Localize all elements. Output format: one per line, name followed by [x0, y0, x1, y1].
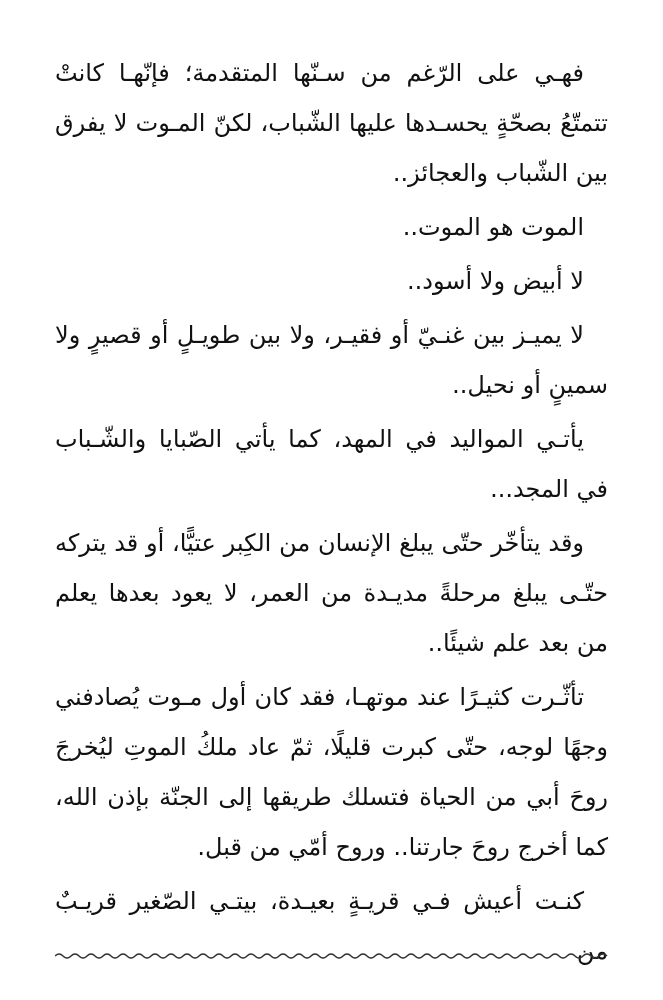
paragraph-5: يأتـي المواليد في المهد، كما يأتي الصّبايا والشّـباب في المجد...: [55, 425, 608, 503]
wavy-line: [55, 954, 607, 958]
paragraph-2: الموت هو الموت..: [402, 213, 584, 241]
paragraph-8: كنـت أعيش فـي قريـةٍ بعيـدة، بيتـي الصّغير قريـبٌ من: [55, 887, 608, 965]
page-text: [55, 48, 608, 976]
paragraph-4: لا يميـز بين غنـيّ أو فقيـر، ولا بين طويـلٍ أو قصيرٍ ولا سمينٍ أو نحيل..: [55, 321, 608, 399]
paragraph-6: وقد يتأخّر حتّى يبلغ الإنسان من الكِبر عتيًّا، أو قد يتركه حتّـى يبلغ مرحلةً مديـدة من العمر، لا يعود بعدها يعلم من بعد علم شيئًا..: [55, 529, 608, 657]
paragraph-7: تأثّـرت كثيـرًا عند موتهـا، فقد كان أول مـوت يُصادفني وجهًا لوجه، حتّى كبرت قليلًا، ثمّ عاد ملكُ الموتِ ليُخرجَ روحَ أبي من الحياة فتسلك طريقها إلى الجنّة بإذن الله، كما أخرج روحَ جارتنا.. وروح أمّي من قبل.: [55, 683, 608, 861]
paragraph-1: فهـي على الرّغم من سـنّها المتقدمة؛ فإنّهـا كانتْ تتمتّعُ بصحّةٍ يحسـدها عليها الشّباب، لكنّ المـوت لا يفرق بين الشّباب والعجائز..: [55, 59, 608, 187]
page-edge-wavy-rule: [55, 950, 608, 962]
paragraph-3: لا أبيض ولا أسود..: [407, 267, 584, 295]
